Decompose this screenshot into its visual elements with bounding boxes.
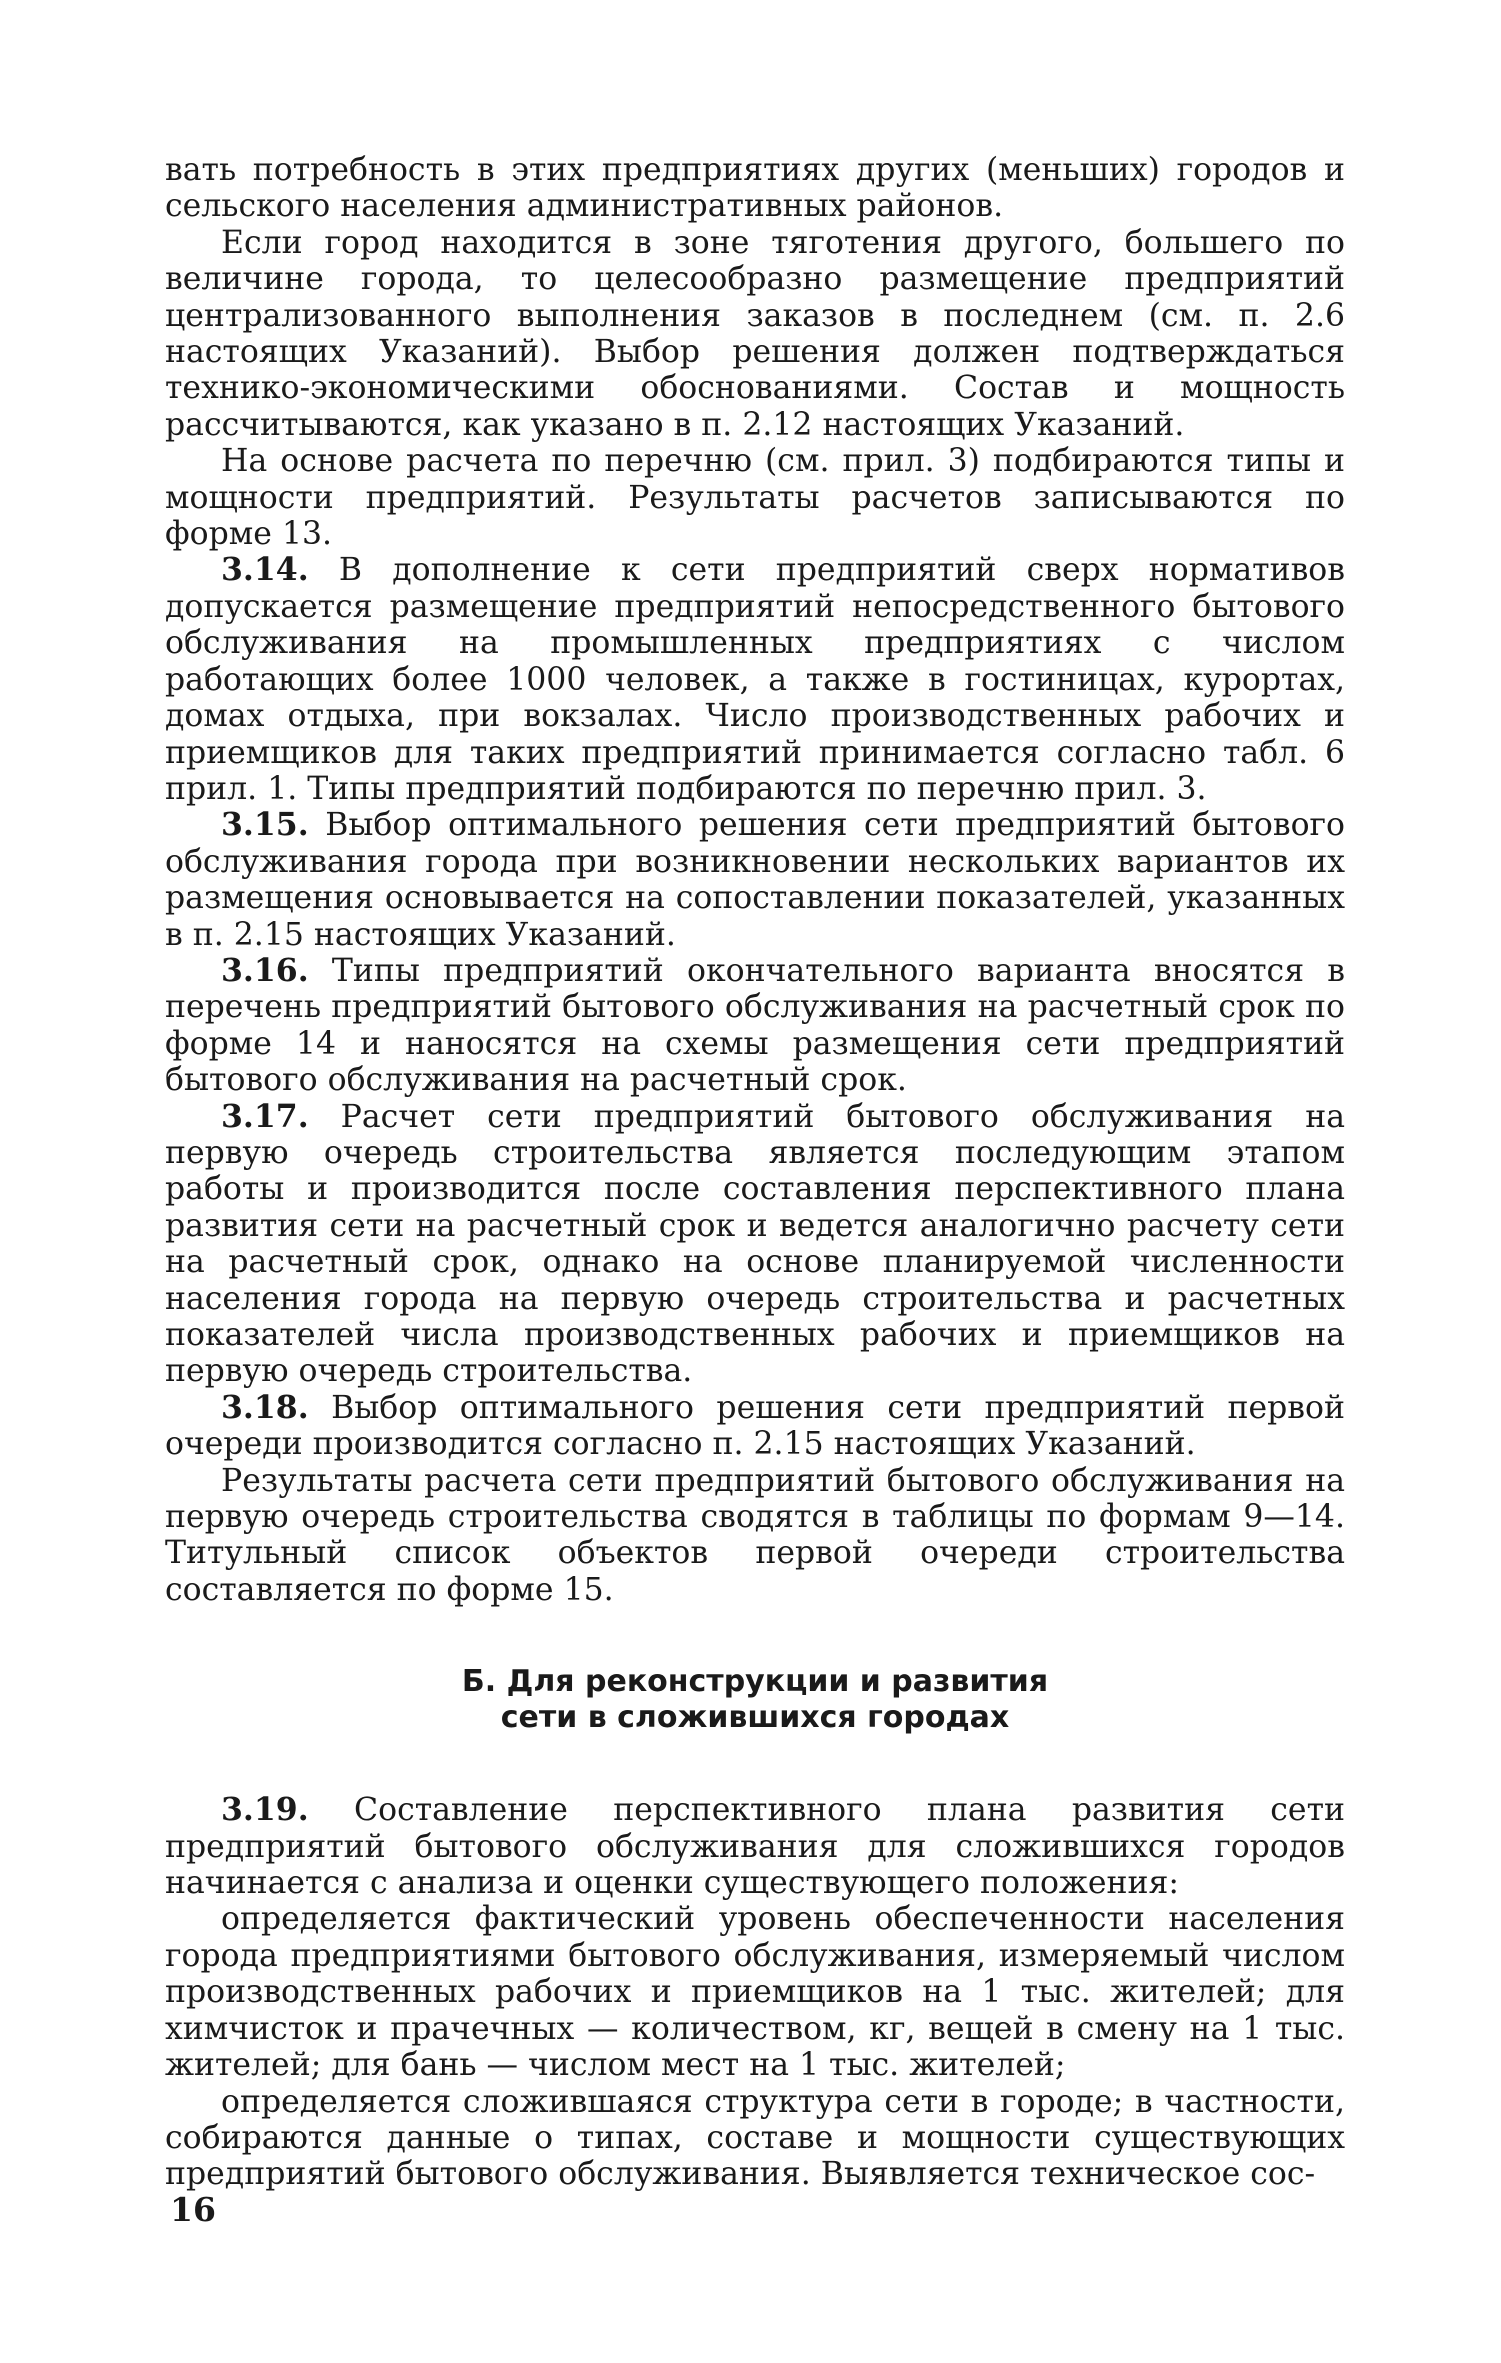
paragraph	[165, 1792, 1345, 1901]
paragraph-text: Результаты расчета сети предприятий бытового обслуживания на первую очередь строительства сводятся в таблицы по формам 9—14. Титульный список объектов первой очереди строительства составляется по форме 15.	[165, 1462, 1345, 1608]
paragraph-text: Выбор оптимального решения сети предприятий бытового обслуживания города при возникновении нескольких вариантов их размещения основывается на сопоставлении показателей, указанных в п. 2.15 настоящих Указаний.	[165, 807, 1345, 953]
paragraph-text: Расчет сети предприятий бытового обслуживания на первую очередь строительства является последующим этапом работы и производится после составления перспективного плана развития сети на расчетный срок и ведется аналогично расчету сети на расчетный срок, однако на основе планируемой численности населения города на первую очередь строительства и расчетных показателей числа производственных рабочих и приемщиков на первую очередь строительства.	[165, 1098, 1345, 1390]
paragraph-text: Выбор оптимального решения сети предприятий первой очереди производится согласно п. 2.15 настоящих Указаний.	[165, 1389, 1345, 1463]
paragraph	[165, 2084, 1345, 2193]
paragraph	[165, 1390, 1345, 1463]
document-page	[165, 152, 1345, 2193]
paragraph-text: Если город находится в зоне тяготения другого, большего по величине города, то целесообразно размещение предприятий централизованного выполнения заказов в последнем (см. п. 2.6 настоящих Указаний). Выбор решения должен подтверждаться технико-экономическими обоснованиями. Состав и мощность рассчитываются, как указано в п. 2.12 настоящих Указаний.	[165, 224, 1345, 443]
section-a-body	[165, 152, 1345, 1608]
paragraph-text: На основе расчета по перечню (см. прил. 3) подбираются типы и мощности предприятий. Результаты расчетов записываются по форме 13.	[165, 443, 1345, 553]
paragraph	[165, 807, 1345, 953]
clause-number: 3.15.	[221, 806, 309, 844]
paragraph	[165, 1901, 1345, 2083]
clause-number: 3.16.	[221, 951, 309, 989]
paragraph	[165, 225, 1345, 443]
heading-line-1: Б. Для реконструкции и развития	[461, 1664, 1049, 1700]
clause-number: 3.18.	[221, 1388, 309, 1426]
paragraph-text: Составление перспективного плана развития сети предприятий бытового обслуживания для сложившихся городов начинается с анализа и оценки существующего положения:	[165, 1792, 1345, 1902]
paragraph	[165, 1463, 1345, 1609]
paragraph-text: определяется фактический уровень обеспеченности населения города предприятиями бытового обслуживания, измеряемый числом производственных рабочих и приемщиков на 1 тыс. жителей; для химчисток и прачечных — количеством, кг, вещей в смену на 1 тыс. жителей; для бань — числом мест на 1 тыс. жителей;	[165, 1901, 1345, 2084]
paragraph	[165, 552, 1345, 807]
paragraph	[165, 152, 1345, 225]
paragraph	[165, 443, 1345, 552]
paragraph	[165, 953, 1345, 1099]
paragraph-text: вать потребность в этих предприятиях других (меньших) городов и сельского населения административных районов.	[165, 152, 1345, 225]
section-b-body	[165, 1792, 1345, 2192]
section-heading	[165, 1664, 1345, 1736]
clause-number: 3.14.	[221, 551, 309, 589]
clause-number: 3.17.	[221, 1097, 309, 1135]
paragraph-text: В дополнение к сети предприятий сверх нормативов допускается размещение предприятий непосредственного бытового обслуживания на промышленных предприятиях с числом работающих более 1000 человек, а также в гостиницах, курортах, домах отдыха, при вокзалах. Число производственных рабочих и приемщиков для таких предприятий принимается согласно табл. 6 прил. 1. Типы предприятий подбираются по перечню прил. 3.	[165, 552, 1345, 807]
paragraph-text: определяется сложившаяся структура сети в городе; в частности, собираются данные о типах, составе и мощности существующих предприятий бытового обслуживания. Выявляется техническое сос-	[165, 2083, 1345, 2193]
paragraph-text: Типы предприятий окончательного варианта вносятся в перечень предприятий бытового обслуживания на расчетный срок по форме 14 и наносятся на схемы размещения сети предприятий бытового обслуживания на расчетный срок.	[165, 952, 1345, 1099]
paragraph	[165, 1099, 1345, 1390]
clause-number: 3.19.	[221, 1791, 309, 1829]
heading-line-2: сети в сложившихся городах	[500, 1700, 1010, 1736]
page-number: 16	[170, 2190, 216, 2229]
